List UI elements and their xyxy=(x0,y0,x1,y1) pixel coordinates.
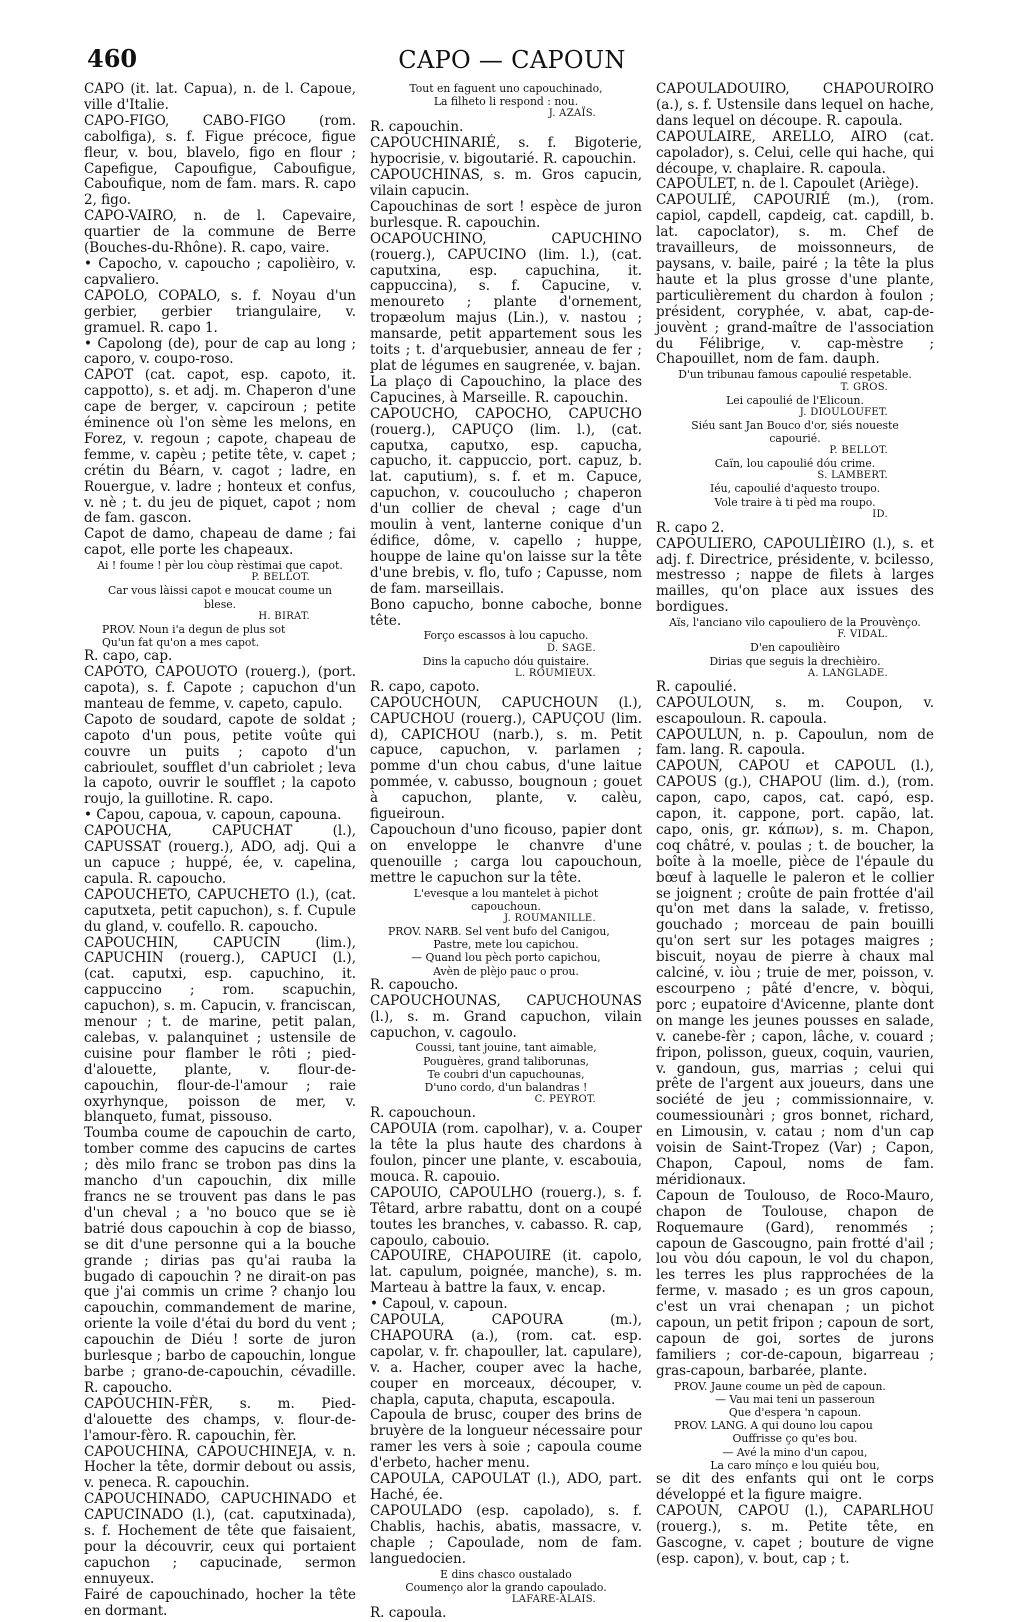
quotation-line: Dins la capucho dóu quistaire. xyxy=(422,654,590,668)
attribution: F. VIDAL. xyxy=(837,629,888,641)
entry-text: CAPOUIRE, CHAPOUIRE (it. capolo, lat. capulum, poignée, manche), s. m. Marteau à battre la faux, v. encap. xyxy=(370,1248,642,1297)
entry-text: CAPOUCHINADO, CAPUCHINADO et CAPUCINADO (l.), (cat. caputxinada), s. f. Hochement de tête que faisaient, pour la découvrir, ceux qui portaient capuchon ; capucinade, sermon ennuyeux. xyxy=(84,1491,356,1587)
proverb-line: PROV. NARB. Sel vent bufo del Canigou, xyxy=(388,925,610,938)
quotation-line: Ouffrisse ço qu'es bou. xyxy=(732,1432,858,1446)
quotation-line: Que d'espera 'n capoun. xyxy=(728,1406,862,1420)
quotation-line: Caïn, lou capoulié dóu crime. xyxy=(714,457,876,471)
entry-text: CAPO (it. lat. Capua), n. de l. Capoue, ville d'Italie. xyxy=(84,81,356,113)
quotation-line: — Avé la mino d'un capou, xyxy=(722,1445,868,1459)
entry-text: CAPOUCHO, CAPOCHO, CAPUCHO (rouerg.), CAPUÇO (lim. l.), (cat. caputxa, caputxo, esp. capucha, capucho, it. cappuccio, port. capuz, b. lat. caputium), s. f. et m. Capuce, capuchon, v. coucoulucho ; chaperon d'un collier de cheval ; cage d'un moulin à vent, lanterne conique d'un édifice, dôme, v. capello ; huppe, houppe de laine qu'on laisse sur la tête d'une brebis, v. flo, tufo ; Capusse, nom de fam. marseillais. xyxy=(370,405,642,597)
entry-text: R. capoula. xyxy=(370,1604,447,1621)
entry-text: CAPOUCHOUNAS, CAPUCHOUNAS (l.), s. m. Grand capuchon, vilain capuchon, v. cagoulo. xyxy=(370,992,642,1041)
entry-text: CAPOULA, CAPOULAT (l.), ADO, part. Haché, ée. xyxy=(370,1471,642,1503)
entry-text: Bono capucho, bonne caboche, bonne tête. xyxy=(370,596,642,629)
quotation-line: E dins chasco oustalado xyxy=(440,1567,572,1581)
entry-text: CAPOULOUN, s. m. Coupon, v. escapouloun. R. capoula. xyxy=(656,694,934,727)
entry-text: CAPOUCHINARIÉ, s. f. Bigoterie, hypocrisie, v. bigoutarié. R. capouchin. xyxy=(370,135,642,168)
entry-text: Capoun de Toulouso, de Roco-Mauro, chapon de Toulouse, chapon de Roquemaure (Gard), renommés ; capoun de Gascougno, pain frotté d'ail ; lou vòu dóu capoun, le vol du chapon, les terres les plus rapprochées de la ferme, v. masado ; es un gros capoun, c'est un vrai chenapan ; un pichot capoun, un petit fripon ; capoun de sort, capoun de goi, sortes de jurons familiers ; cor-de-capoun, bigarreau ; gras-capoun, barbarée, plante. xyxy=(656,1187,934,1379)
quotation-line: Pastre, mete lou capichou. xyxy=(433,938,579,952)
entry-text: • Capou, capoua, v. capoun, capouna. xyxy=(84,807,342,824)
attribution: A. LANGLADE. xyxy=(807,667,888,679)
entry-text: CAPO-VAIRO, n. de l. Capevaire, quartier de la commune de Berre (Bouches-du-Rhône). R. capo, vaire. xyxy=(84,208,356,257)
entry-text: CAPOUCHOUN, CAPUCHOUN (l.), CAPUCHOU (rouerg.), CAPUÇOU (lim. d), CAPICHOU (narb.), s. m. Petit capuce, capuchon, v. parlamen ; pomme d'un chou cabus, d'une laitue pommée, v. cabusso, bougnoun ; gouet à capuchon, plante, v. calèu, figueiroun. xyxy=(370,694,642,823)
quotation-line: Siéu sant Jan Bouco d'or, siés noueste capourié. xyxy=(691,418,899,445)
entry-text: Fairé de capouchinado, hocher la tête en dormant. xyxy=(84,1586,356,1619)
entry-text: CAPOUCHIN, CAPUCIN (lim.), CAPUCHIN (rouerg.), CAPUCI (l.), (cat. caputxi, esp. capuchino, it. cappuccino ; rom. scapuchin, capuchon), s. m. Capucin, v. franciscan, menour ; t. de marine, petit palan, calebas, v. palanquinet ; ustensile de cuisine pour flamber le rôti ; pied-d'alouette, plante, v. flour-de-capouchin, flour-de-l'amour ; raie oxyrhynque, poisson de mer, v. blanqueto, fumat, pissouso. xyxy=(84,934,356,1126)
entry-text: Capot de damo, chapeau de dame ; fai capot, elle porte les chapeaux. xyxy=(84,526,356,559)
entry-text: CAPOUCHINAS, s. m. Gros capucin, vilain capucin. xyxy=(370,167,642,200)
entry-text: CAPOULUN, n. p. Capoulun, nom de fam. lang. R. capoula. xyxy=(656,726,934,759)
entry-text: CAPOUCHETO, CAPUCHETO (l.), (cat. caputxeta, petit capuchon), s. f. Cupule du gland, v. coufello. R. capoucho. xyxy=(84,886,356,935)
quotation-line: D'en capoulièiro xyxy=(750,641,840,655)
quotation-line: Aïs, l'anciano vilo capouliero de la Prouvènço. xyxy=(669,616,921,630)
entry-text: CAPOULIÉ, CAPOURIÉ (m.), (rom. capiol, capdell, capdeig, cat. capdill, b. lat. capoclator), s. m. Chef de travailleurs, de moissonneurs, de paysans, v. baile, pairé ; la tête la plus haute et la plus grosse d'une plante, particulièrement du chardon à foulon ; président, coryphée, v. abat, cap-de-jouvènt ; grand-maître de l'association du Félibrige, v. cap-mèstre ; Chapouillet, nom de fam. dauph. xyxy=(656,192,934,368)
quotation-line: Pouguères, grand taliborunas, xyxy=(423,1054,589,1068)
entry-text: R. capoucho. xyxy=(370,976,459,993)
entry-text: Capoto de soudard, capote de soldat ; capoto d'un pous, petite voûte qui couvre un puits ; capoto d'un cabrioulet, soufflet d'un cabriolet ; leva la capoto, ouvrir le soufflet ; la capoto roujo, la guillotine. R. capo. xyxy=(84,711,356,808)
quotation-line: Forço escassos à lou capucho. xyxy=(423,629,589,643)
entry-text: CAPOT (cat. capot, esp. capoto, it. cappotto), s. et adj. m. Chaperon d'une cape de berger, v. capciroun ; petite éminence où l'on sème les melons, en Forez, v. regoun ; capote, chapeau de femme, v. capèu ; petite tête, v. capet ; crétin du Béarn, v. cagot ; ladre, en Rouergue, v. ladre ; honteux et confus, v. nè ; t. du jeu de piquet, capot ; nom de fam. gascon. xyxy=(84,367,356,527)
entry-text: CAPOTO, CAPOUOTO (rouerg.), (port. capota), s. f. Capote ; capuchon d'un manteau de femme, v. capeto, capulo. xyxy=(84,664,356,712)
entry-text: R. capouchoun. xyxy=(370,1105,476,1122)
attribution: C. PEYROT. xyxy=(534,1094,596,1106)
entry-text: Capouchinas de sort ! espèce de juron burlesque. R. capouchin. xyxy=(370,198,642,231)
attribution: P. BELLOT. xyxy=(829,445,888,457)
entry-text: CAPOULIERO, CAPOULIÈIRO (l.), s. et adj. f. Directrice, présidente, v. bcilesso, mestresso ; nappe de filets à larges mailles, qu'on place aux issues des bordigues. xyxy=(656,535,934,616)
attribution: S. LAMBERT. xyxy=(817,470,888,482)
quotation-line: Coussi, tant jouine, tant aimable, xyxy=(415,1041,597,1055)
entry-text: CAPOULAIRE, ARELLO, AIRO (cat. capolador), s. Celui, celle qui hache, qui découpe, v. chaplaire. R. capoula. xyxy=(656,128,934,177)
attribution: J. ROUMANILLE. xyxy=(504,913,596,924)
quotation-line: Vole traire à ti pèd ma roupo. xyxy=(714,495,876,509)
attribution: T. GROS. xyxy=(840,381,888,393)
entry-text: R. capo, cap. xyxy=(84,648,173,665)
entry-text: CAPO-FIGO, CABO-FIGO (rom. cabolfiga), s. f. Figue précoce, figue fleur, v. bou, blavelo, figo en flour ; Capefigue, Capoufigue, Caboufigue, Caboufique, nom de fam. mars. R. capo 2, figo. xyxy=(84,112,356,209)
column-middle xyxy=(370,82,642,1622)
quotation-line: La filheto li respond : nou. xyxy=(433,95,579,109)
entry-text: OCAPOUCHINO, CAPUCHINO (rouerg.), CAPUCINO (lim. l.), (cat. caputxina, esp. capuchina, it. cappuccina), s. f. Capucine, v. menoureto ; plante d'ornement, tropæolum majus (Lin.), v. nastou ; mansarde, petit appartement sous les toits ; t. d'arquebusier, anneau de fer ; plat de légumes en saugrenée, v. bajan. xyxy=(370,230,642,374)
attribution: J. DIOULOUFET. xyxy=(799,406,888,418)
entry-text: • Capocho, v. capoucho ; capolièiro, v. capvaliero. xyxy=(84,255,356,288)
page-header xyxy=(0,44,1024,84)
proverb-line: PROV. LANG. A qui douno lou capou xyxy=(674,1419,873,1433)
column-right xyxy=(656,82,934,1568)
entry-text: CAPOULET, n. de l. Capoulet (Ariège). xyxy=(656,176,919,193)
entry-text: CAPOULADOUIRO, CHAPOUROIRO (a.), s. f. Ustensile dans lequel on hache, dans lequel on découpe. R. capoula. xyxy=(656,81,934,129)
attribution: L. ROUMIEUX. xyxy=(515,667,596,679)
running-head: CAPO — CAPOUN xyxy=(398,46,626,74)
entry-text: La plaço di Capouchino, la place des Capucines, à Marseille. R. capouchin. xyxy=(370,373,642,406)
quotation-line: Tout en faguent uno capouchinado, xyxy=(409,82,603,95)
entry-text: CAPOUN, CAPOU (l.), CAPARLHOU (rouerg.), s. m. Petite tête, en Gascogne, v. capet ; bouture de vigne (esp. capon), v. bout, cap ; t. xyxy=(656,1502,934,1567)
attribution: H. BIRAT. xyxy=(258,610,310,622)
entry-text: Capouchoun d'uno ficouso, papier dont on enveloppe le chanvre d'une quenouille ; carga lou capouchoun, mettre le capuchon sur la tête. xyxy=(370,821,642,886)
entry-text: Capoula de brusc, couper des brins de bruyère de la longueur nécessaire pour ramer les vers à soie ; capoula coume d'erbeto, hacher menu. xyxy=(370,1407,642,1472)
quotation-line: Iéu, capoulié d'aquesto troupo. xyxy=(709,482,881,496)
proverb-line: Qu'un fat qu'on a mes capot. xyxy=(102,636,260,649)
entry-text: CAPOUIA (rom. capolhar), v. a. Couper la tête la plus haute des chardons à foulon, pincer une plante, v. escabouia, mouca. R. capouio. xyxy=(370,1121,642,1185)
quotation-line: L'evesque a lou mantelet à pichot capouchoun. xyxy=(413,886,599,913)
quotation-line: — Quand lou pèch porto capichou, xyxy=(411,951,601,965)
entry-text: CAPOULADO (esp. capolado), s. f. Chablis, hachis, abatis, massacre, v. chaple ; Capoulade, nom de fam. languedocien. xyxy=(370,1502,642,1567)
entry-text: se dit des enfants qui ont le corps développé et la figure maigre. xyxy=(656,1471,934,1503)
entry-text: CAPOULA, CAPOURA (m.), CHAPOURA (a.), (rom. cat. esp. capolar, v. fr. chapouller, lat. capulare), v. a. Hacher, couper avec la hache, couper en morceaux, découper, v. chapla, caputa, chaputa, escapoula. xyxy=(370,1312,642,1408)
quotation-line: Te coubri d'un capuchounas, xyxy=(427,1067,585,1081)
quotation-line: D'uno cordo, d'un balandras ! xyxy=(424,1081,588,1095)
proverb-line: PROV. Noun i'a degun de plus sot xyxy=(102,622,286,636)
quotation-line: D'un tribunau famous capoulié respetable. xyxy=(678,368,912,382)
entry-text: CAPOUIO, CAPOULHO (rouerg.), s. f. Têtard, arbre rabattu, dont on a coupé toutes les branches, v. cabasso. R. cap, capoulo, cabouio. xyxy=(370,1184,642,1249)
quotation-line: Ai ! foume ! pèr lou còup rèstimai que capot. xyxy=(97,559,343,573)
entry-text: CAPOLO, COPALO, s. f. Noyau d'un gerbier, gerbier triangulaire, v. gramuel. R. capo 1. xyxy=(84,287,356,336)
quotation-line: Car vous làissi capot e moucat coume un blese. xyxy=(107,584,333,611)
entry-text: R. capo 2. xyxy=(656,519,725,536)
entry-text: R. capoulié. xyxy=(656,678,737,695)
quotation-line: Lei capoulié de l'Elicoun. xyxy=(726,393,864,407)
proverb-line: PROV. Jaune coume un pèd de capoun. xyxy=(674,1379,886,1393)
column-left xyxy=(84,82,356,1619)
entry-text: CAPOUCHIN-FÈR, s. m. Pied-d'alouette des champs, v. flour-de-l'amour-fèro. R. capouchin, fèr. xyxy=(84,1395,356,1444)
quotation-line: La caro mínço e lou quiéu bou, xyxy=(710,1458,880,1472)
entry-text: Toumba coume de capouchin de carto, tomber comme des capucins de cartes ; dès milo franc se trobon pas dins la mancho d'un capouchin, dix mille francs ne se trouvent pas dans le pas d'un cheval ; a 'no bouco que se iè batrié dous capouchin à cop de biasso, se dit d'une personne qui a la bouche grande ; dirias pas qu'ai rauba la bugado di capouchin ? ne dirait-on pas que j'ai commis un crime ? chanjo lou capouchin, commandement de marine, oriente la voile d'étai du bord du vent ; capouchin de Diéu ! sorte de juron burlesque ; barbo de capouchin, longue barbe ; grano-de-capouchin, cévadille. R. capoucho. xyxy=(84,1125,356,1396)
page-number: 460 xyxy=(87,44,138,73)
entry-text: CAPOUN, CAPOU et CAPOUL (l.), CAPOUS (g.), CHAPOU (lim. d.), (rom. capon, capo, capos, cat. capó, esp. capon, it. cappone, port. capão, lat. capo, onis, gr. κάπων), s. m. Chapon, coq châtré, v. poulas ; t. de boucher, la boîte à la moelle, pièce de l'épaule du bœuf à laquelle le paleron et le collier se joignent ; croûte de pain frottée d'ail qu'on met dans la salade, v. fretisso, gouchado ; morceau de pain bouilli qu'on sert sur les potages maigres ; biscuit, noyau de pierre à chaux mal calciné, v. iòu ; truie de mer, poisson, v. escourpeno ; pâté d'encre, v. bòqui, porc ; eupatoire d'Avicenne, plante dont on mange les jeunes pousses en salade, v. canebe-fèr ; capon, lâche, v. couard ; fripon, polisson, gueux, coquin, vaurien, v. gandoun, gus, marrias ; celui qui prête de l'argent aux joueurs, dans une société de jeu ; commissionnaire, v. coumessiounàri ; gros bonnet, richard, en Limousin, v. catau ; nom d'un cap voisin de Saint-Tropez (Var) ; Capon, Chapon, Capoul, noms de fam. méridionaux. xyxy=(656,758,934,1188)
attribution: P. BELLOT. xyxy=(251,572,310,584)
quotation-line: Coumenço alor la grando capoulado. xyxy=(405,1580,607,1594)
entry-text: CAPOUCHA, CAPUCHAT (l.), CAPUSSAT (rouerg.), ADO, adj. Qui a un capuce ; huppé, ée, v. capelina, capula. R. capoucho. xyxy=(84,823,356,887)
quotation-line: Dirias que seguis la drechièiro. xyxy=(709,654,881,668)
entry-text: • Capolong (de), pour de cap au long ; caporo, v. coupo-roso. xyxy=(84,335,356,368)
attribution: D. SAGE. xyxy=(547,642,596,654)
attribution: ID. xyxy=(872,508,888,520)
attribution: LAFARE-ALAIS. xyxy=(511,1593,596,1605)
quotation-line: Avèn de plèjo pauc o prou. xyxy=(433,964,579,978)
quotation-line: — Vau mai teni un passeroun xyxy=(715,1392,875,1406)
entry-text: CAPOUCHINA, CAPOUCHINEJA, v. n. Hocher la tête, dormir debout ou assis, v. peneca. R. capouchin. xyxy=(84,1443,356,1492)
entry-text: R. capouchin. xyxy=(370,119,464,136)
entry-text: • Capoul, v. capoun. xyxy=(370,1296,508,1313)
entry-text: R. capo, capoto. xyxy=(370,678,480,695)
attribution: J. AZAÏS. xyxy=(548,108,596,120)
